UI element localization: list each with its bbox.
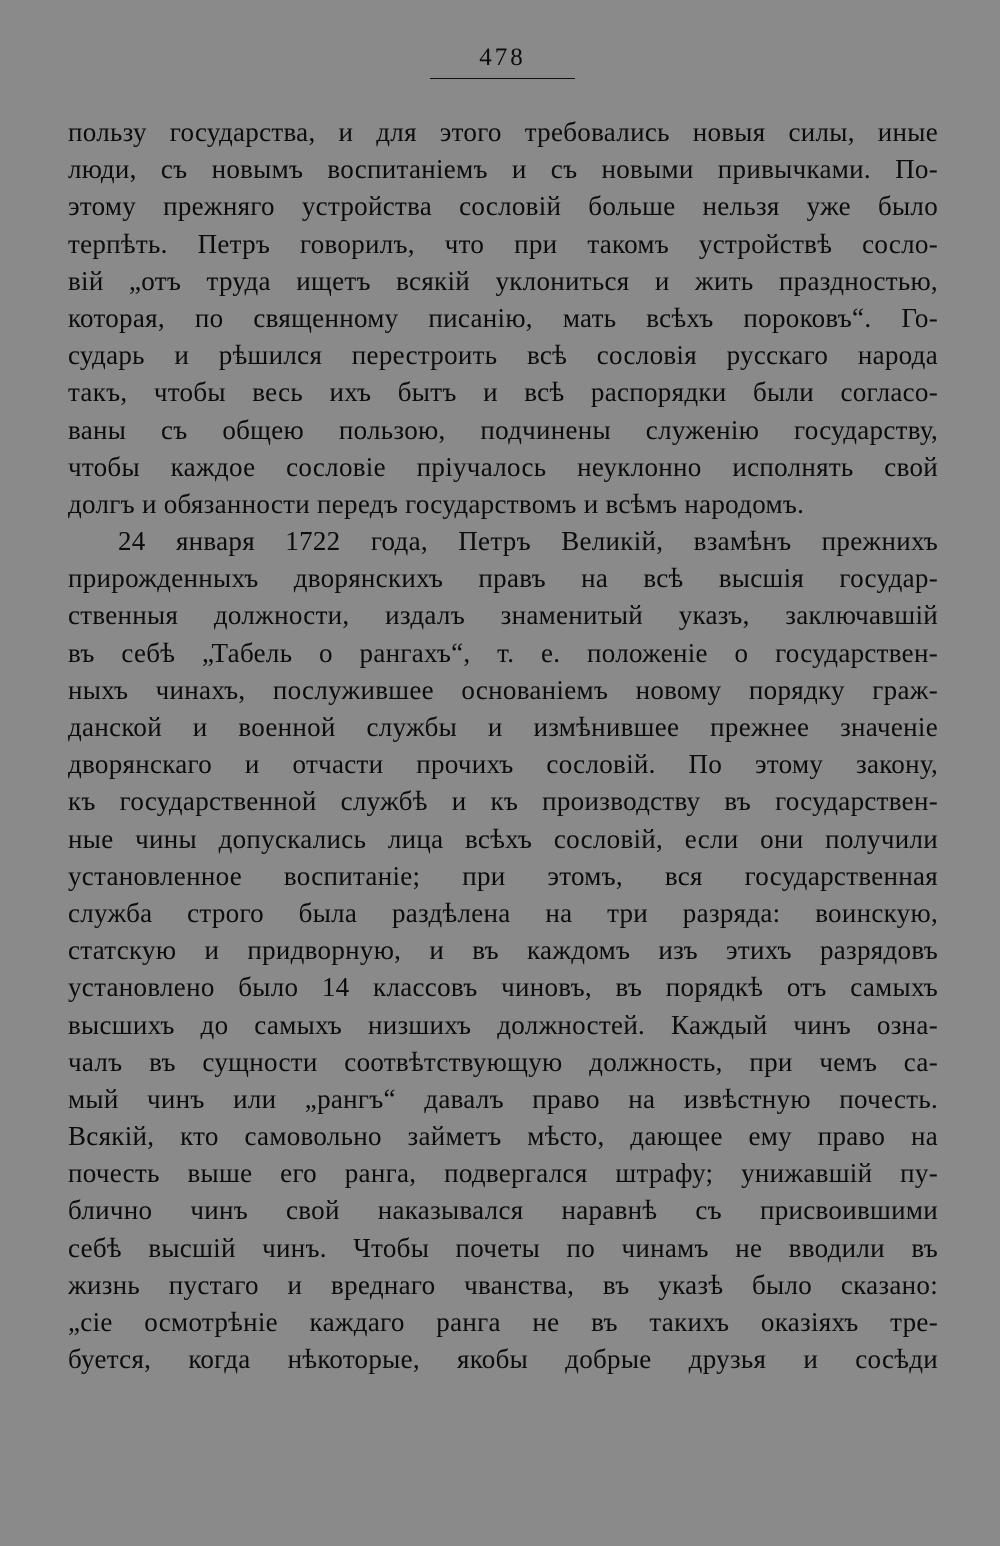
text-line: дворянскаго и отчасти прочихъ сословій. По этому закону,: [68, 749, 938, 780]
text-line: такъ, чтобы весь ихъ бытъ и всѣ распорядки были согласо-: [68, 377, 938, 408]
paragraph-end-line: долгъ и обязанности передъ государствомъ и всѣмъ народомъ.: [68, 488, 805, 519]
text-line: терпѣть. Петръ говорилъ, что при такомъ устройствѣ сосло-: [68, 228, 938, 259]
text-line: чалъ въ сущности соотвѣтствующую должность, при чемъ са-: [68, 1046, 938, 1077]
page-header: [430, 40, 575, 79]
text-line: пользу государства, и для этого требовались новыя силы, иные: [68, 117, 938, 147]
header-rule: [430, 78, 575, 79]
text-line: жизнь пустаго и вреднаго чванства, въ указѣ было сказано:: [68, 1269, 938, 1300]
text-line: установлено было 14 классовъ чиновъ, въ порядкѣ отъ самыхъ: [68, 972, 938, 1003]
text-line: себѣ высшій чинъ. Чтобы почеты по чинамъ не вводили въ: [68, 1232, 938, 1263]
text-line: этому прежняго устройства сословій больше нельзя уже было: [68, 191, 938, 222]
body-text: [68, 114, 938, 1378]
text-line: установленное воспитаніе; при этомъ, вся государственная: [68, 860, 938, 891]
text-line: чтобы каждое сословіе пріучалось неуклонно исполнять свой: [68, 451, 938, 482]
text-line: ственныя должности, издалъ знаменитый указъ, заключавшій: [68, 600, 938, 631]
text-line: блично чинъ свой наказывался наравнѣ съ присвоившими: [68, 1195, 938, 1226]
text-line: буется, когда нѣкоторые, якобы добрые друзья и сосѣди: [68, 1344, 938, 1375]
text-line: почесть выше его ранга, подвергался штрафу; унижавшій пу-: [68, 1158, 938, 1189]
text-line: ные чины допускались лица всѣхъ сословій, если они получили: [68, 823, 938, 854]
text-line: которая, по священному писанію, мать всѣхъ пороковъ“. Го-: [68, 302, 938, 333]
text-line: вій „отъ труда ищетъ всякій уклониться и жить праздностью,: [68, 265, 938, 296]
text-line: въ себѣ „Табель о рангахъ“, т. е. положеніе о государствен-: [68, 637, 938, 668]
text-line: мый чинъ или „рангъ“ давалъ право на извѣстную почесть.: [68, 1083, 938, 1114]
text-line: Всякій, кто самовольно займетъ мѣсто, дающее ему право на: [68, 1121, 938, 1152]
page-number: 478: [479, 44, 526, 71]
text-line: высшихъ до самыхъ низшихъ должностей. Каждый чинъ озна-: [68, 1009, 938, 1040]
text-line: люди, съ новымъ воспитаніемъ и съ новыми привычками. По-: [68, 154, 938, 185]
text-line: „сіе осмотрѣніе каждаго ранга не въ такихъ оказіяхъ тре-: [68, 1307, 938, 1337]
paragraph-first-line: 24 января 1722 года, Петръ Великій, взамѣнъ прежнихъ: [118, 526, 938, 557]
text-line: статскую и придворную, и въ каждомъ изъ этихъ разрядовъ: [68, 935, 938, 966]
text-line: данской и военной службы и измѣнившее прежнее значеніе: [68, 712, 938, 742]
text-line: къ государственной службѣ и къ производству въ государствен-: [68, 786, 938, 817]
text-line: ваны съ общею пользою, подчинены служенію государству,: [68, 414, 938, 445]
text-line: прирожденныхъ дворянскихъ правъ на всѣ высшія государ-: [68, 563, 938, 594]
text-line: служба строго была раздѣлена на три разряда: воинскую,: [68, 897, 938, 928]
text-line: сударь и рѣшился перестроить всѣ сословія русскаго народа: [68, 340, 938, 371]
text-line: ныхъ чинахъ, послужившее основаніемъ новому порядку граж-: [68, 674, 938, 705]
